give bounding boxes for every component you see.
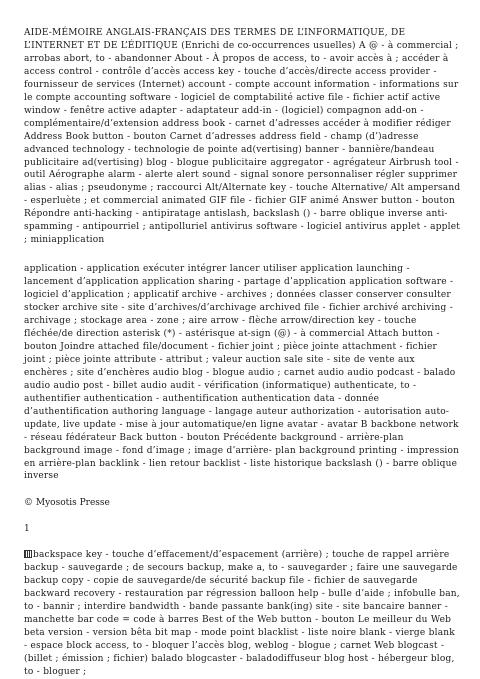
paragraph-glossary-application: application - application exécuter intégrer lancer utiliser application launching - lancement d’application application sharing - partage d’application application software - logiciel d’application ; applicatif archive - archives ; données classer conserver consulter stocker archive site - site d’archives/d’archivage archived file - fichier archivé archiving - archivage ; stockage area - zone ; aire arrow - flèche arrow/direction key - touche fléchée/de direction asterisk (*) - astérisque at-sign (@) - à commercial Attach button - bouton Joindre attached file/document - fichier joint ; pièce jointe attachment - fichier joint ; pièce jointe attribute - attribut ; valeur auction sale site - site de vente aux enchères ; site d’enchères audio blog - blogue audio ; carnet audio audio podcast - balado audio audio post - billet audio audit - vérification (informatique) authenticate, to - authentifier authentication - authentification authentication data - donnée d’authentification authoring language - langage auteur authorization - autorisation auto-update, live update - mise à jour automatique/en ligne avatar - avatar B backbone network - réseau fédérateur Back button - bouton Précédente background - arrière-plan background image - fond d’image ; image d’arrière- plan background printing - impression en arrière-plan backlink - lien retour backlist - liste historique backslash () - barre oblique inverse	[24, 264, 460, 482]
paragraph-glossary-a: AIDE-MÉMOIRE ANGLAIS-FRANÇAIS DES TERMES DE L’INFORMATIQUE, DE L’INTERNET ET DE L’ÉDITIQUE (Enrichi de co-occurrences usuelles) A @ - à commercial ; arrobas abort, to - abandonner About - À propos de access, to - avoir accès à ; accéder à access control - contrôle d’accès access key - touche d’accès/directe access provider - fournisseur de services (Internet) account - compte account information - informations sur le compte accounting software - logiciel de comptabilité active file - fichier actif active window - fenêtre active adapter - adaptateur add-in - (logiciel) compagnon add-on - complémentaire/d’extension address book - carnet d’adresses accéder à modifier rédiger Address Book button - bouton Carnet d’adresses address field - champ (d’)adresse advanced technology - technologie de pointe ad(vertising) banner - bannière/bandeau publicitaire ad(vertising) blog - blogue publicitaire aggregator - agrégateur Airbrush tool - outil Aérographe alarm - alerte alert sound - signal sonore personnaliser régler supprimer alias - alias ; pseudonyme ; raccourci Alt/Alternate key - touche Alternative/ Alt ampersand - esperluète ; et commercial animated GIF file - fichier GIF animé Answer button - bouton Répondre anti-hacking - antipiratage antislash, backslash () - barre oblique inverse anti-spamming - antipourriel ; antipolluriel antivirus software - logiciel antivirus applet - applet ; miniapplication	[24, 28, 461, 246]
paragraph-glossary-backspace	[24, 549, 461, 679]
missing-glyph-icon	[24, 550, 32, 558]
copyright-notice: © Myosotis Presse	[24, 498, 110, 509]
paragraph-glossary-backspace-text: backspace key - touche d’effacement/d’espacement (arrière) ; touche de rappel arrière backup - sauvegarde ; de secours backup, make a, to - sauvegarder ; faire une sauvegarde backup copy - copie de sauvegarde/de sécurité backup file - fichier de sauvegarde backward recovery - restauration par régression balloon help - bulle d’aide ; infobulle ban, to - bannir ; interdire bandwidth - bande passante bank(ing) site - site bancaire banner - manchette bar code = code à barres Best of the Web button - bouton Le meilleur du Web beta version - version bêta bit map - mode point blacklist - liste noire blank - vierge blank - espace block access, to - bloquer l’accès blog, weblog - blogue ; carnet Web blogcast - (billet ; émission ; fichier) balado blogcaster - baladodiffuseur blog host - hébergeur blog, to - bloguer ;	[24, 550, 460, 677]
page-number: 1	[24, 524, 30, 535]
